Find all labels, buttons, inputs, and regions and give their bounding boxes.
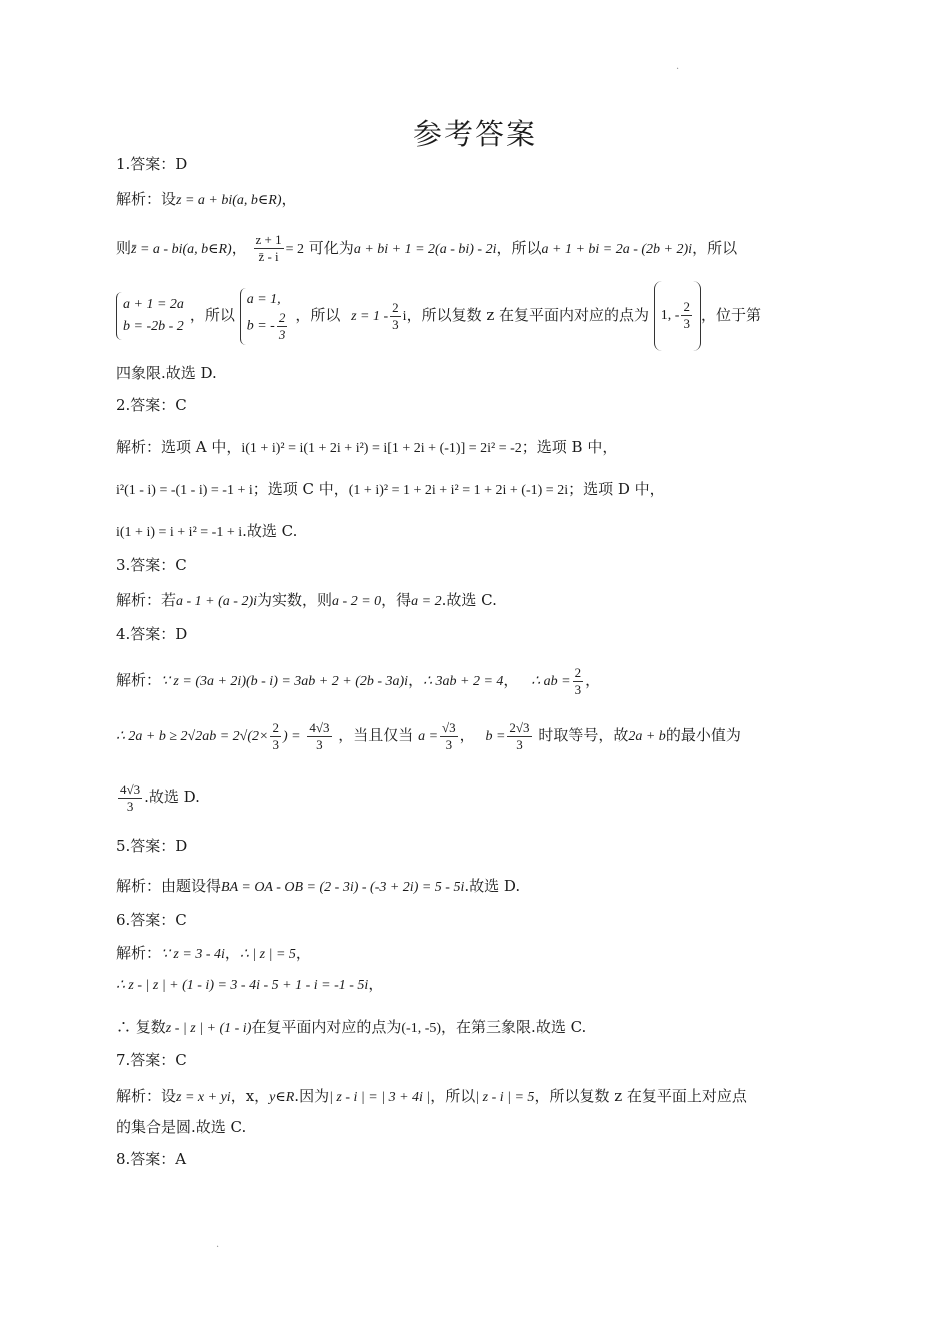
scan-mark-top: · [676,64,680,75]
q2-answer: 2.答案：C [116,396,187,414]
q3-answer: 3.答案：C [116,556,187,574]
q5-line1: 解析：由题设得BA = OA - OB = (2 - 3i) - (-3 + 2i) = 5 - 5i.故选 D. [116,877,521,895]
q1-answer: 1.答案：D [116,155,188,173]
q2-line2: i²(1 - i) = -(1 - i) = -1 + i；选项 C 中，(1 + i)² = 1 + 2i + i² = 1 + 2i + (-1) = 2i；选项 D 中， [116,480,665,498]
q7-answer: 7.答案：C [116,1051,187,1069]
page-title: 参考答案 [412,117,537,151]
q1-line4: 四象限.故选 D. [116,364,217,382]
q4-line2: ∴ 2a + b ≥ 2√2ab = 2√(2× $\frac{2}{3}$ ) = $\frac{4√3}{3}$ ，当且仅当 a = $\frac{√3}{3}$ ， b = $\frac{2√3}{3}$ 时取等号，故2a + b的最小值为 [116,719,741,752]
q1-line1: 解析：设z = a + bi(a, b∈R)， [116,190,297,208]
q6-line1: 解析：∵ z = 3 - 4i，∴ | z | = 5， [116,944,311,962]
scan-mark-bottom: · [216,1242,220,1253]
q1-line2: 则z̄ = a - bi(a, b∈R)， $\frac{z + 1}{z̄ - i}$ = 2 可化为a + bi + 1 = 2(a - bi) - 2i，所以a + 1 + bi = 2a - (2b + 2)i，所以 [116,232,738,264]
q4-line3: $\frac{4√3}{3}$ .故选 D. [120,781,200,814]
q6-line2: ∴ z - | z | + (1 - i) = 3 - 4i - 5 + 1 - i = -1 - 5i， [116,975,384,993]
q3-line1: 解析：若a - 1 + (a - 2)i为实数，则a - 2 = 0，得a = 2.故选 C. [116,591,497,609]
q4-line1: 解析：∵ z = (3a + 2i)(b - i) = 3ab + 2 + (2b - 3a)i，∴ 3ab + 2 = 4， ∴ ab = $\frac{2}{3}$ ， [116,664,601,697]
q8-answer: 8.答案：A [116,1150,187,1168]
q4-answer: 4.答案：D [116,625,188,643]
q5-answer: 5.答案：D [116,837,188,855]
q2-line1: 解析：选项 A 中，i(1 + i)² = i(1 + 2i + i²) = i[1 + 2i + (-1)] = 2i² = -2；选项 B 中， [116,438,618,456]
q2-line3: i(1 + i) = i + i² = -1 + i.故选 C. [116,522,298,540]
q7-line2: 的集合是圆.故选 C. [116,1118,247,1136]
q6-line3: ∴ 复数z - | z | + (1 - i)在复平面内对应的点为(-1, -5)，在第三象限.故选 C. [116,1018,587,1036]
q1-line3: a + 1 = 2a b = -2b - 2 ，所以 a = 1, b = - $\frac{2}{3}$ ，所以 z = 1 - $\frac{2}{3}$ i，所以复数 z 在复平面内对应的点为 1, - $\frac{2}{3}$ ，位于第 [116,280,838,350]
q6-answer: 6.答案：C [116,911,187,929]
q7-line1: 解析：设z = x + yi，x，y∈R.因为| z - i | = | 3 + 4i |，所以| z - i | = 5，所以复数 z 在复平面上对应点 [116,1087,747,1105]
